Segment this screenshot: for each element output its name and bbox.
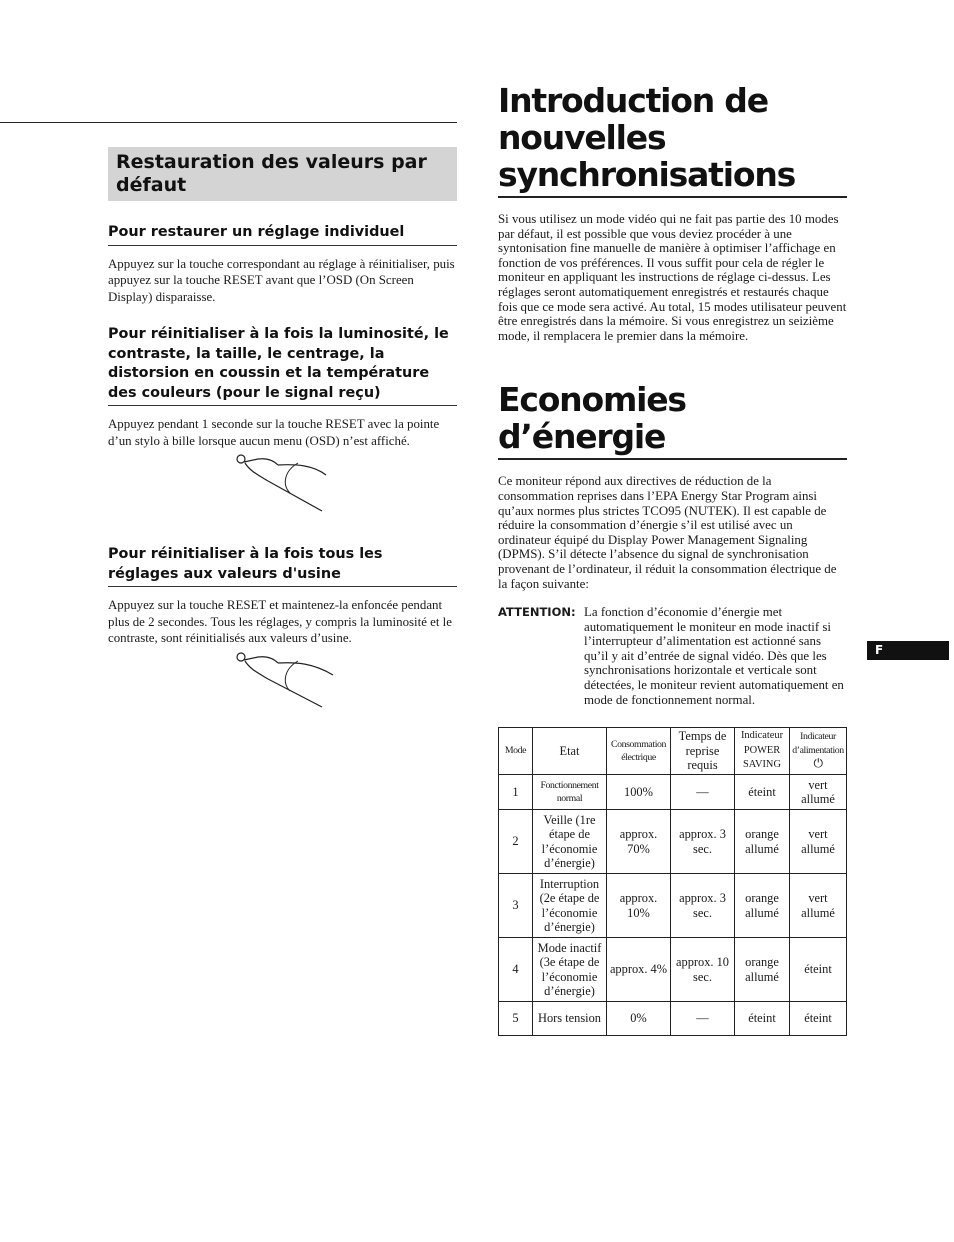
top-rule [0, 122, 457, 123]
header-consommation: Consommation électrique [607, 728, 671, 775]
header-alimentation-label: Indicateur d’alimentation [792, 731, 844, 756]
cell-etat: Hors tension [533, 1002, 607, 1036]
attention-note [498, 605, 847, 707]
header-alimentation [790, 728, 847, 775]
subheading-individual-reset: Pour restaurer un réglage individuel [108, 223, 457, 246]
subheading-factory-reset: Pour réinitialiser à la fois tous les réglages aux valeurs d'usine [108, 545, 457, 587]
table-row [499, 1002, 847, 1036]
cell-temps: approx. 3 sec. [671, 874, 735, 938]
left-column [108, 147, 457, 709]
table-row [499, 775, 847, 810]
paragraph-new-synchronisations: Si vous utilisez un mode vidéo qui ne fait pas partie des 10 modes par défaut, il est possible que vous deviez procéder à une syntonisation fine manuelle de manière à optimiser l’affichage en fonction de vos préférences. Il vous suffit pour cela de régler le moniteur en appliquant les instructions de réglage ci-dessus. Les réglages seront automatiquement enregistrés et restaurés chaque fois que ce mode sera activé. Au total, 15 modes utilisateur peuvent être enregistrés dans la mémoire. Si vous enregistrez un seizième mode, il remplacera le premier dans la mémoire. [498, 212, 847, 343]
attention-text: La fonction d’économie d’énergie met automatiquement le moniteur en mode inactif si l’interrupteur d’alimentation est actionné sans qu’il y ait d’entrée de signal vidéo. Dès que les synchronisations horizontale et verticale sont détectées, le moniteur revient automatiquement en mode de fonctionnement normal. [584, 605, 844, 707]
cell-temps: — [671, 1002, 735, 1036]
header-temps: Temps de reprise requis [671, 728, 735, 775]
table-row [499, 938, 847, 1002]
cell-consommation: approx. 4% [607, 938, 671, 1002]
cell-mode: 1 [499, 775, 533, 810]
cell-alimentation: vert allumé [790, 810, 847, 874]
cell-power-saving: éteint [735, 1002, 790, 1036]
language-tab: F [867, 641, 949, 660]
title-energy-savings: Economies d’énergie [498, 381, 847, 460]
section-title: Restauration des valeurs par défaut [116, 151, 427, 196]
table-row [499, 874, 847, 938]
cell-alimentation: éteint [790, 1002, 847, 1036]
paragraph-signal-reset: Appuyez pendant 1 seconde sur la touche RESET avec la pointe d’un stylo à bille lorsque aucun menu (OSD) n’est affiché. [108, 417, 440, 448]
header-etat: Etat [533, 728, 607, 775]
subheading-signal-reset: Pour réinitialiser à la fois la luminosité, le contraste, la taille, le centrage, la distorsion en coussin et la température des couleurs (pour le signal reçu) [108, 325, 457, 406]
title-new-synchronisations: Introduction de nouvelles synchronisations [498, 82, 847, 198]
cell-temps: approx. 3 sec. [671, 810, 735, 874]
cell-etat: Interruption (2e étape de l’économie d’énergie) [533, 874, 607, 938]
section-header [108, 147, 457, 201]
cell-temps: — [671, 775, 735, 810]
cell-temps: approx. 10 sec. [671, 938, 735, 1002]
attention-label: ATTENTION: [498, 605, 576, 620]
table-row [499, 810, 847, 874]
pen-icon [108, 451, 457, 513]
cell-power-saving: orange allumé [735, 938, 790, 1002]
energy-table [498, 727, 847, 1036]
cell-etat: Fonctionnement normal [533, 775, 607, 810]
pen-icon [108, 647, 457, 709]
power-icon: ⏻ [813, 756, 823, 771]
cell-consommation: 0% [607, 1002, 671, 1036]
right-column [498, 82, 847, 707]
cell-mode: 2 [499, 810, 533, 874]
header-mode: Mode [499, 728, 533, 775]
cell-alimentation: vert allumé [790, 775, 847, 810]
paragraph-energy-savings: Ce moniteur répond aux directives de réduction de la consommation reprises dans l’EPA Energy Star Program ainsi qu’aux normes plus strictes TCO95 (NUTEK). Il est capable de réduire la consommation d’énergie s’il est utilisé avec un ordinateur équipé du Display Power Management Signaling (DPMS). S’il détecte l’absence du signal de synchronisation provenant de l’ordinateur, il réduit la consommation électrique de la façon suivante: [498, 474, 837, 591]
paragraph-individual-reset: Appuyez sur la touche correspondant au réglage à réinitialiser, puis appuyez sur la touche RESET avant que l’OSD (On Screen Display) disparaisse. [108, 256, 455, 304]
cell-alimentation: éteint [790, 938, 847, 1002]
cell-consommation: approx. 10% [607, 874, 671, 938]
cell-alimentation: vert allumé [790, 874, 847, 938]
header-power-saving: Indicateur POWER SAVING [735, 728, 790, 775]
cell-consommation: 100% [607, 775, 671, 810]
cell-power-saving: orange allumé [735, 810, 790, 874]
cell-mode: 4 [499, 938, 533, 1002]
paragraph-factory-reset: Appuyez sur la touche RESET et maintenez-la enfoncée pendant plus de 2 secondes. Tous les réglages, y compris la luminosité et le contraste, sont réinitialisés aux valeurs d’usine. [108, 598, 452, 645]
cell-etat: Veille (1re étape de l’économie d’énergie) [533, 810, 607, 874]
cell-consommation: approx. 70% [607, 810, 671, 874]
cell-mode: 3 [499, 874, 533, 938]
cell-power-saving: éteint [735, 775, 790, 810]
cell-mode: 5 [499, 1002, 533, 1036]
table-header-row [499, 728, 847, 775]
cell-etat: Mode inactif (3e étape de l’économie d’énergie) [533, 938, 607, 1002]
cell-power-saving: orange allumé [735, 874, 790, 938]
